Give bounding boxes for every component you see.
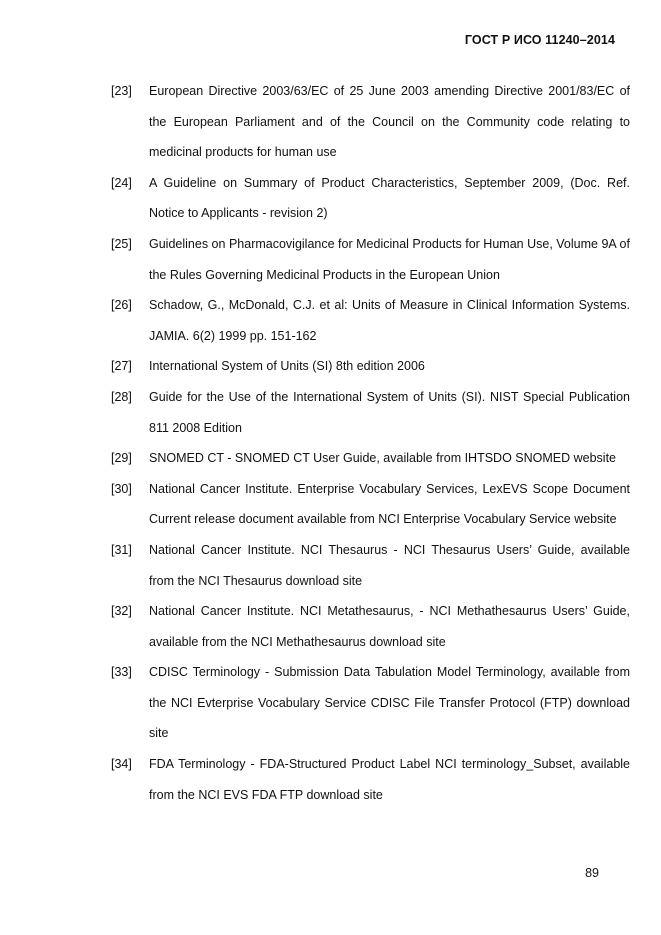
reference-item: [111, 229, 630, 290]
reference-text: Schadow, G., McDonald, C.J. et al: Units of Measure in Clinical Information Systems. JAMIA. 6(2) 1999 pp. 151-162: [149, 298, 630, 343]
reference-item: [111, 443, 630, 474]
reference-list: [111, 76, 630, 810]
reference-item: [111, 382, 630, 443]
reference-number: [32]: [111, 604, 132, 619]
reference-text: Guide for the Use of the International System of Units (SI). NIST Special Publication 811 2008 Edition: [149, 389, 630, 435]
reference-item: [111, 168, 630, 229]
reference-text: European Directive 2003/63/EC of 25 June 2003 amending Directive 2001/83/EC of the European Parliament and of the Council on the Community code relating to medicinal products for human use: [149, 84, 630, 160]
reference-text: National Cancer Institute. NCI Thesaurus - NCI Thesaurus Users’ Guide, available from the NCI Thesaurus download site: [149, 542, 630, 588]
reference-item: [111, 749, 630, 810]
reference-text: A Guideline on Summary of Product Characteristics, September 2009, (Doc. Ref. Notice to Applicants - revision 2): [149, 175, 630, 221]
reference-text: International System of Units (SI) 8th edition 2006: [149, 359, 425, 374]
reference-number: [23]: [111, 84, 132, 98]
reference-text: National Cancer Institute. Enterprise Vocabulary Services, LexEVS Scope Document Current release document available from NCI Enterprise Vocabulary Service website: [149, 481, 630, 527]
standard-code-header: ГОСТ Р ИСО 11240–2014: [464, 33, 615, 47]
reference-item: [111, 596, 630, 657]
reference-number: [29]: [111, 451, 132, 466]
reference-text: Guidelines on Pharmacovigilance for Medicinal Products for Human Use, Volume 9A of the Rules Governing Medicinal Products in the European Union: [149, 236, 630, 282]
reference-number: [33]: [111, 665, 132, 680]
reference-number: [31]: [111, 542, 132, 557]
reference-item: [111, 535, 630, 596]
reference-number: [26]: [111, 298, 132, 313]
reference-item: [111, 474, 630, 535]
reference-item: [111, 657, 630, 749]
page-number: 89: [585, 866, 599, 880]
reference-number: [24]: [111, 175, 132, 190]
reference-item: [111, 351, 630, 382]
reference-item: [111, 76, 630, 168]
reference-text: National Cancer Institute. NCI Metathesaurus, - NCI Methathesaurus Users’ Guide, available from the NCI Methathesaurus download site: [149, 604, 630, 649]
reference-number: [30]: [111, 481, 132, 496]
reference-text: FDA Terminology - FDA-Structured Product Label NCI terminology_Subset, available from the NCI EVS FDA FTP download site: [149, 757, 630, 802]
reference-number: [25]: [111, 236, 132, 251]
reference-number: [27]: [111, 359, 132, 374]
reference-text: SNOMED CT - SNOMED CT User Guide, available from IHTSDO SNOMED website: [149, 451, 616, 466]
reference-text: CDISC Terminology - Submission Data Tabulation Model Terminology, available from the NCI Evterprise Vocabulary Service CDISC File Transfer Protocol (FTP) download site: [149, 665, 630, 741]
reference-number: [34]: [111, 757, 132, 772]
reference-item: [111, 290, 630, 351]
reference-number: [28]: [111, 389, 132, 404]
